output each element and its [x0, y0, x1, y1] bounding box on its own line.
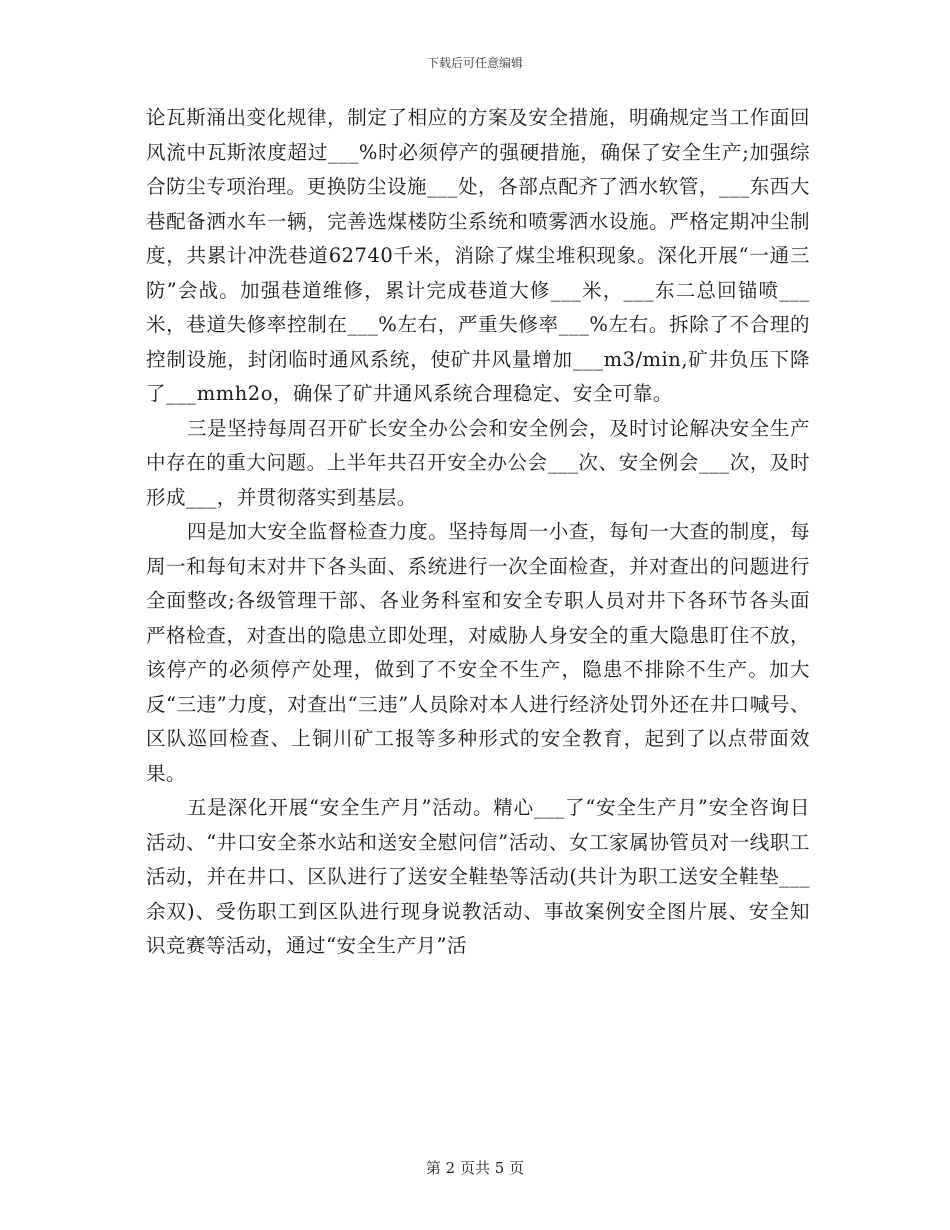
page-number: 第 2 页共 5 页	[425, 1159, 525, 1177]
header-note: 下载后可任意编辑	[426, 56, 523, 70]
paragraph-3: 四是加大安全监督检查力度。坚持每周一小查，每旬一大查的制度，每周一和每旬末对井下各头面、系统进行一次全面检查，并对查出的问题进行全面整改;各级管理干部、各业务科室和安全专职人员对井下各环节各头面严格检查，对查出的隐患立即处理，对威胁人身安全的重大隐患盯住不放，该停产的必须停产处理，做到了不安全不生产，隐患不排除不生产。加大反“三违”力度，对查出“三违”人员除对本人进行经济处罚外还在井口喊号、区队巡回检查、上铜川矿工报等多种形式的安全教育，起到了以点带面效果。	[146, 520, 810, 785]
paragraph-4: 五是深化开展“安全生产月”活动。精心___了“安全生产月”安全咨询日活动、“井口安全茶水站和送安全慰问信”活动、女工家属协管员对一线职工活动，并在井口、区队进行了送安全鞋垫等活动(共计为职工送安全鞋垫___余双)、受伤职工到区队进行现身说教活动、事故案例安全图片展、安全知识竞赛等活动，通过“安全生产月”活	[146, 796, 810, 957]
paragraph-2: 三是坚持每周召开矿长安全办公会和安全例会，及时讨论解决安全生产中存在的重大问题。上半年共召开安全办公会___次、安全例会___次，及时形成___，并贯彻落实到基层。	[146, 416, 810, 509]
document-body	[146, 101, 810, 964]
paragraph-1: 论瓦斯涌出变化规律，制定了相应的方案及安全措施，明确规定当工作面回风流中瓦斯浓度超过___%时必须停产的强硬措施，确保了安全生产;加强综合防尘专项治理。更换防尘设施___处，各部点配齐了洒水软管，___东西大巷配备洒水车一辆，完善选煤楼防尘系统和喷雾洒水设施。严格定期冲尘制度，共累计冲洗巷道62740千米，消除了煤尘堆积现象。深化开展“一通三防”会战。加强巷道维修，累计完成巷道大修___米，___东二总回锚喷___米，巷道失修率控制在___%左右，严重失修率___%左右。拆除了不合理的控制设施，封闭临时通风系统，使矿井风量增加___m3/min,矿井负压下降了___mmh2o，确保了矿井通风系统合理稳定、安全可靠。	[146, 106, 810, 405]
